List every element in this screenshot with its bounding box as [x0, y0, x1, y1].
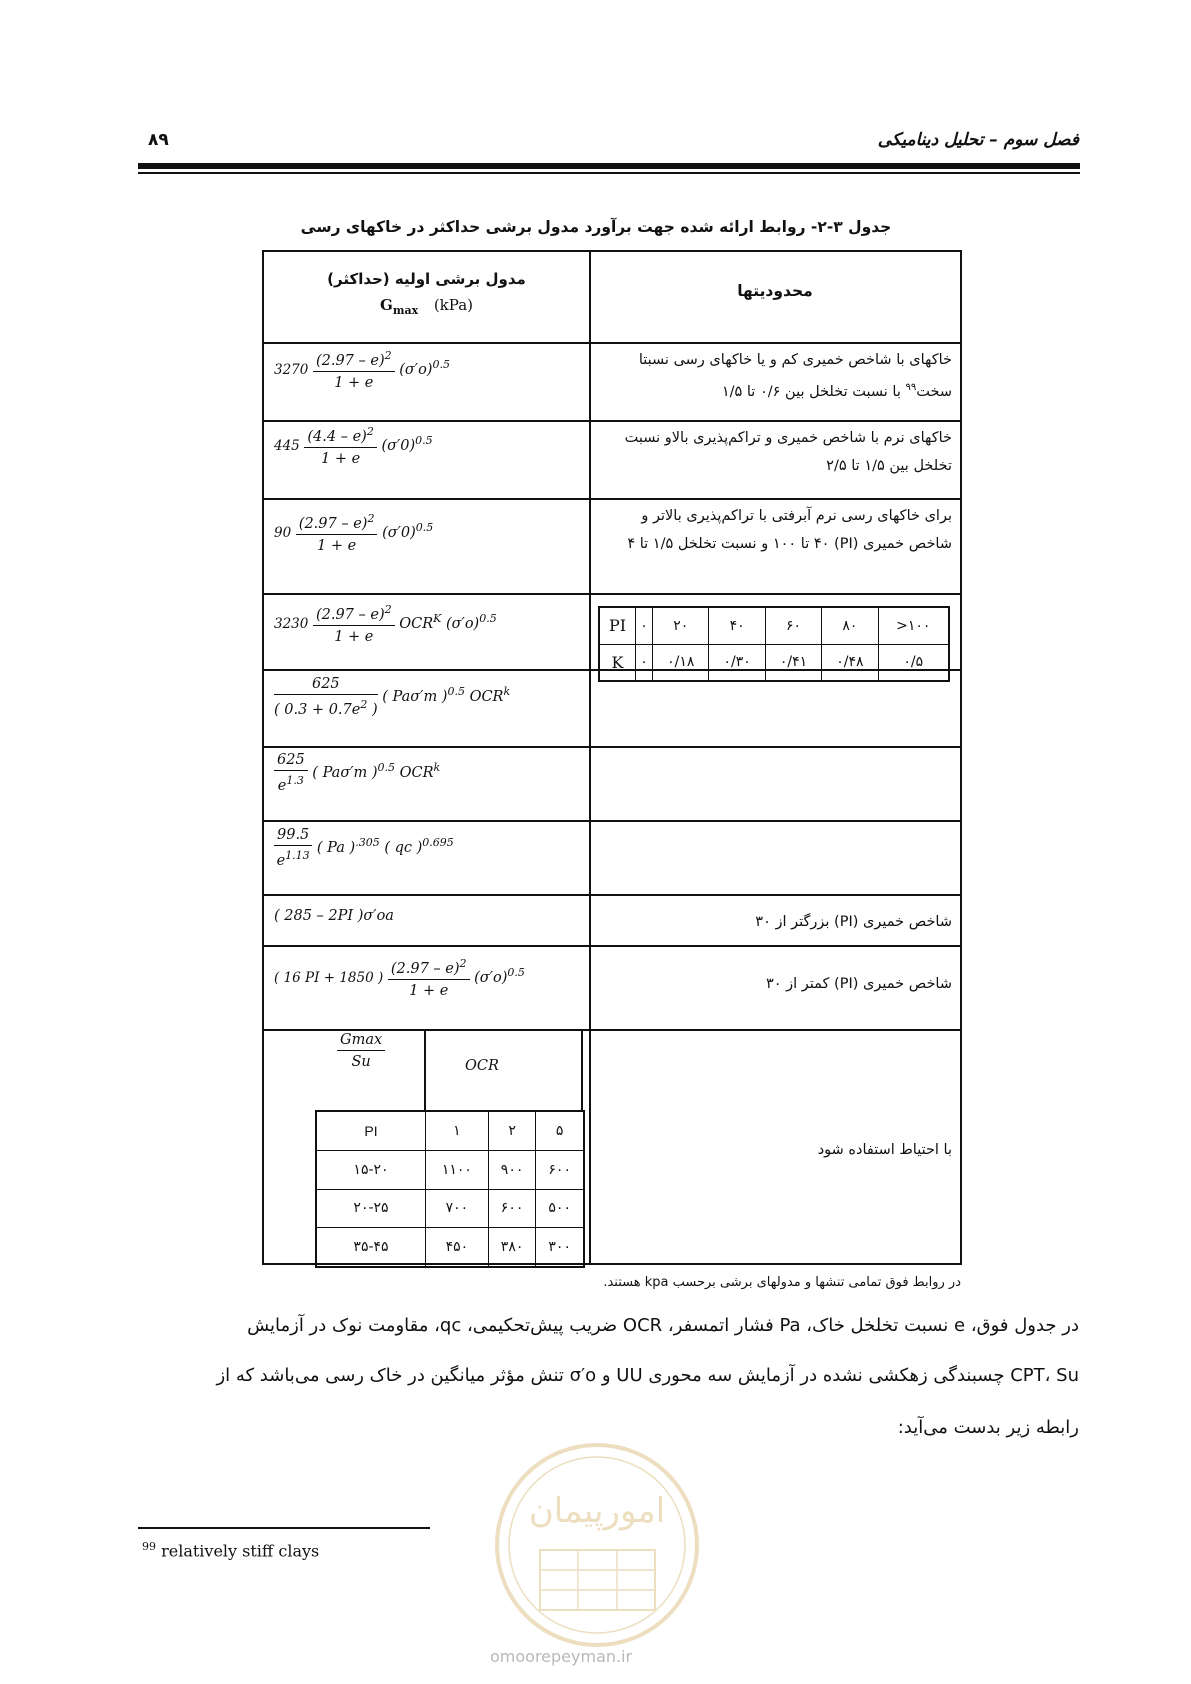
footnote-text: relatively stiff clays — [161, 1541, 320, 1561]
limit-row-10: با احتیاط استفاده شود — [817, 1142, 952, 1158]
body-paragraph-line-2: CPT، Su چسبندگی زهکشی نشده در آزمایش سه محوری UU و σ′o تنش مؤثر میانگین در خاک رسی می‌باشد که از — [216, 1365, 1079, 1386]
formula-row-8: ( 285 – 2PI )σ′oa — [274, 908, 394, 924]
pi-row — [600, 608, 949, 645]
header-modulus-title: مدول برشی اولیه (حداکثر) — [327, 270, 526, 288]
pi-value: >۱۰۰ — [878, 608, 948, 645]
k-value: ۰/۱۸ — [653, 644, 709, 681]
ocr-label: OCR — [465, 1058, 499, 1074]
gmax-su-ratio: $\frac{Gmax}{Su}$ — [337, 1032, 385, 1070]
k-value: ۰/۵ — [878, 644, 948, 681]
ocr-row-value: ۹۰۰ — [488, 1150, 536, 1189]
formula-row-5: $\frac{625}{( 0.3 + 0.7e^2 )}$ ( Paσ′m )$^{0.5}$ OCR$^k$ — [274, 676, 511, 718]
table-caption: جدول ۳-۲- روابط ارائه شده جهت برآورد مدول برشی حداکثر در خاکهای رسی — [300, 218, 892, 236]
k-value: ۰/۴۸ — [822, 644, 878, 681]
formula-row-6: $\frac{625}{e^{1.3}}$ ( Paσ′m )$^{0.5}$ OCR$^k$ — [274, 752, 440, 794]
ocr-row-value: ۱۱۰۰ — [426, 1150, 489, 1189]
gmax-su-ocr-table — [315, 1030, 583, 1265]
k-value: ۰ — [636, 644, 653, 681]
header-limits: محدودیتها — [737, 282, 813, 300]
header-rule-thick — [138, 163, 1080, 169]
limit-row-3: برای خاکهای رسی نرم آبرفتی با تراکم‌پذیری بالاتر و شاخص خمیری (PI) ۴۰ تا ۱۰۰ و نسبت تخلخل ۱/۵ تا ۴ — [627, 508, 952, 552]
chapter-title: فصل سوم – تحلیل دینامیکی — [877, 130, 1079, 150]
k-label: K — [600, 644, 636, 681]
body-paragraph-line-3: رابطه زیر بدست می‌آید: — [897, 1417, 1079, 1438]
pi-value: ۰ — [636, 608, 653, 645]
formula-row-4: 3230 $\frac{(2.97 - e)^2}{1 + e}$ $OCR^K$ $(\sigma'o)^{0.5}$ — [274, 603, 497, 645]
row-divider — [264, 894, 960, 896]
ocr-value-header: ۱ — [426, 1112, 489, 1151]
ocr-grid — [315, 1110, 585, 1268]
formula-row-2: 445 $\frac{(4.4 - e)^2}{1 + e}$ $(\sigma'0)^{0.5}$ — [274, 425, 433, 467]
watermark-seal-icon — [480, 1440, 715, 1650]
ocr-row-value: ۶۰۰ — [488, 1189, 536, 1228]
table-note: در روابط فوق تمامی تنشها و مدولهای برشی برحسب kpa هستند. — [603, 1275, 961, 1290]
ocr-row-value: ۳۰۰ — [536, 1228, 584, 1267]
limit-row-1: خاکهای با شاخص خمیری کم و یا خاکهای رسی نسبتا سخت$^{۹۹}$ با نسبت تخلخل بین ۰/۶ تا ۱/۵ — [638, 352, 952, 400]
k-value: ۰/۴۱ — [765, 644, 821, 681]
ocr-value-header: ۲ — [488, 1112, 536, 1151]
k-row — [600, 644, 949, 681]
ocr-row-value: ۷۰۰ — [426, 1189, 489, 1228]
page-number: ۸۹ — [148, 130, 169, 150]
formula-row-3: 90 $\frac{(2.97 - e)^2}{1 + e}$ $(\sigma'0)^{0.5}$ — [274, 512, 434, 554]
ocr-row-value: ۶۰۰ — [536, 1150, 584, 1189]
ocr-value-header: ۵ — [536, 1112, 584, 1151]
ocr-row — [317, 1228, 584, 1267]
ocr-divider — [424, 1030, 426, 1110]
ocr-row-value: ۴۵۰ — [426, 1228, 489, 1267]
svg-text:امورپیمان: امورپیمان — [528, 1491, 666, 1531]
ocr-row-pi: ۲۰-۲۵ — [317, 1189, 426, 1228]
pi-value: ۶۰ — [765, 608, 821, 645]
row-divider — [264, 746, 960, 748]
row-divider — [264, 593, 960, 595]
watermark-url: omoorepeyman.ir — [490, 1647, 633, 1666]
ocr-row-pi: ۳۵-۴۵ — [317, 1228, 426, 1267]
footnote-rule — [138, 1527, 430, 1529]
watermark-logo — [480, 1440, 715, 1650]
ocr-row — [317, 1189, 584, 1228]
footnote — [142, 1540, 319, 1560]
header-modulus — [264, 270, 589, 317]
limit-row-2: خاکهای نرم با شاخص خمیری و تراکم‌پذیری بالاو نسبت تخلخل بین ۱/۵ تا ۲/۵ — [624, 430, 952, 474]
k-value: ۰/۳۰ — [709, 644, 765, 681]
formula-row-1: 3270 $\frac{(2.97 - e)^2}{1 + e}$ $(\sigma'o)^{0.5}$ — [274, 349, 450, 391]
pi-label: PI — [600, 608, 636, 645]
header-modulus-symbol: $G_{max}$ (kPa) — [380, 296, 473, 317]
row-divider — [264, 945, 960, 947]
ocr-pi-header: PI — [317, 1112, 426, 1151]
ocr-header-row — [317, 1112, 584, 1151]
limit-row-8: شاخص خمیری (PI) بزرگتر از ۳۰ — [755, 914, 952, 930]
formula-row-9: ( 16 PI + 1850 ) $\frac{(2.97 - e)^2}{1 + e}$ $(\sigma'o)^{0.5}$ — [274, 957, 525, 999]
ocr-right-border — [581, 1030, 583, 1110]
pi-value: ۲۰ — [653, 608, 709, 645]
footnote-ref: ۹۹ — [905, 382, 917, 393]
body-paragraph-line-1: در جدول فوق، e نسبت تخلخل خاک، Pa فشار اتمسفر، OCR ضریب پیش‌تحکیمی، qc، مقاومت نوک در آزمایش — [247, 1315, 1079, 1336]
ocr-row-pi: ۱۵-۲۰ — [317, 1150, 426, 1189]
ocr-row-value: ۳۸۰ — [488, 1228, 536, 1267]
row-divider — [264, 820, 960, 822]
pi-value: ۴۰ — [709, 608, 765, 645]
pi-value: ۸۰ — [822, 608, 878, 645]
ocr-row — [317, 1150, 584, 1189]
pi-k-table — [598, 606, 950, 682]
footnote-number: 99 — [142, 1540, 156, 1553]
formula-row-7: $\frac{99.5}{e^{1.13}}$ ( Pa )$^{.305}$ ( qc )$^{0.695}$ — [274, 827, 454, 869]
ocr-row-value: ۵۰۰ — [536, 1189, 584, 1228]
limit-row-9: شاخص خمیری (PI) کمتر از ۳۰ — [765, 976, 952, 992]
header-rule-thin — [138, 172, 1080, 174]
